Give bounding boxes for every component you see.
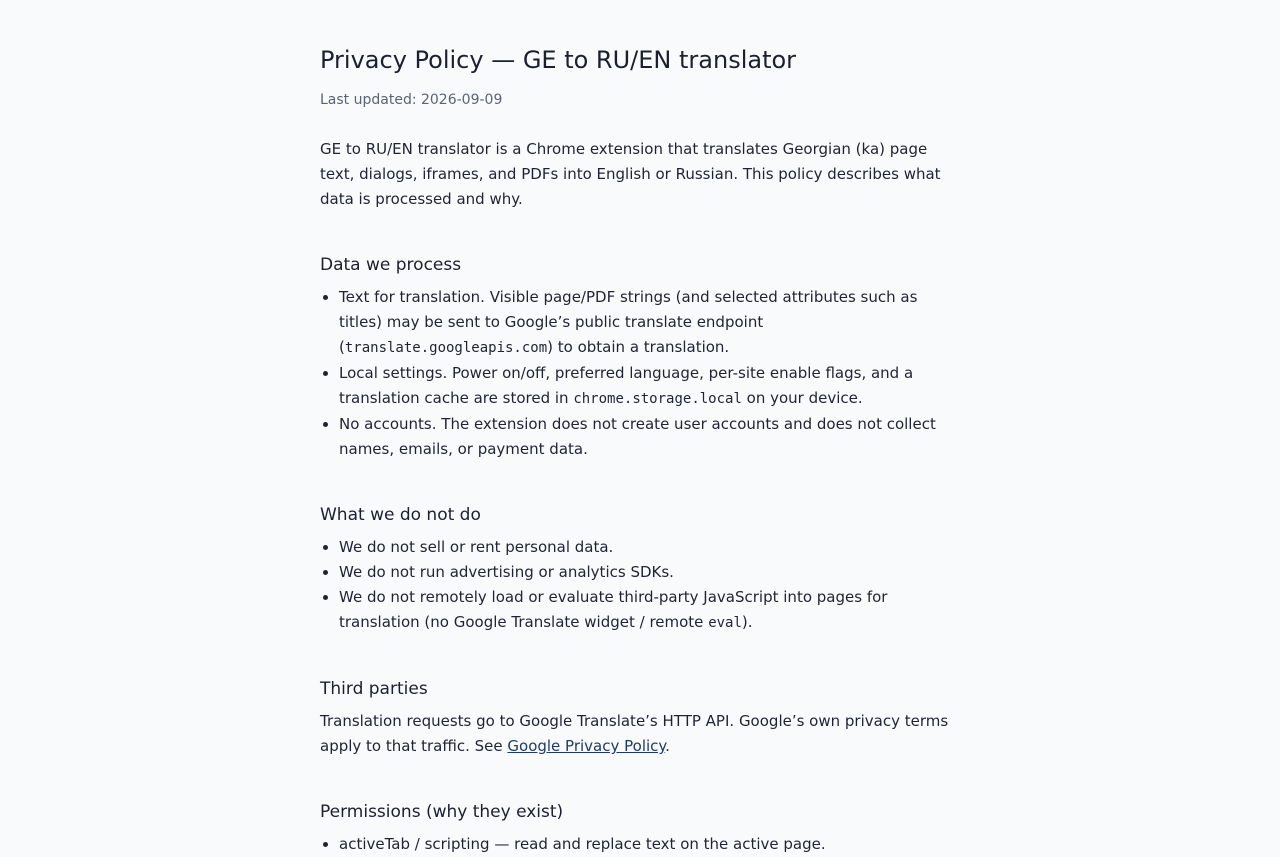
paragraph-text: Translation requests go to Google Translate’s HTTP API. Google’s own privacy terms apply to that traffic. See bbox=[320, 712, 949, 755]
endpoint-code: translate.googleapis.com bbox=[344, 340, 548, 356]
page-title: Privacy Policy — GE to RU/EN translator bbox=[320, 46, 797, 74]
section-heading-what-we-do-not-do: What we do not do bbox=[320, 505, 481, 525]
list-item-local-settings bbox=[339, 361, 962, 412]
what-we-do-not-do-list bbox=[320, 535, 962, 636]
list-item-no-ads: • We do not run advertising or analytics SDKs. bbox=[339, 560, 962, 585]
list-item-text: on your device. bbox=[741, 389, 863, 407]
section-heading-third-parties: Third parties bbox=[320, 679, 428, 699]
paragraph-text: . bbox=[665, 737, 670, 755]
list-item-text: Text for translation. Visible page/PDF strings (and selected attributes such as titles) may be sent to Google’s public translate endpoint ( bbox=[339, 288, 918, 356]
last-updated-date: Last updated: 2026-09-09 bbox=[320, 92, 503, 108]
list-item-no-accounts: • No accounts. The extension does not create user accounts and does not collect names, emails, or payment data. bbox=[339, 412, 962, 462]
storage-code: chrome.storage.local bbox=[573, 391, 742, 407]
google-privacy-policy-link[interactable]: Google Privacy Policy bbox=[507, 737, 666, 755]
data-we-process-list bbox=[320, 285, 962, 462]
list-item-text: ). bbox=[741, 613, 753, 631]
third-parties-paragraph bbox=[320, 709, 962, 759]
list-item-text: ) to obtain a translation. bbox=[547, 338, 730, 356]
list-item-text: We do not remotely load or evaluate third-party JavaScript into pages for translation (no Google Translate widget / remote bbox=[339, 588, 888, 631]
list-item-no-remote-js bbox=[339, 585, 962, 636]
section-heading-data-we-process: Data we process bbox=[320, 255, 462, 275]
list-item-active-tab: • activeTab / scripting — read and replace text on the active page. bbox=[339, 832, 962, 857]
policy-content bbox=[320, 137, 962, 857]
list-item-text-for-translation bbox=[339, 285, 962, 361]
intro-paragraph: GE to RU/EN translator is a Chrome extension that translates Georgian (ka) page text, dialogs, iframes, and PDFs into English or Russian. This policy describes what data is processed and why. bbox=[320, 140, 941, 208]
list-item-text: Local settings. Power on/off, preferred language, per-site enable flags, and a translation cache are stored in bbox=[339, 364, 914, 407]
section-heading-permissions: Permissions (why they exist) bbox=[320, 802, 564, 822]
permissions-list bbox=[320, 832, 962, 857]
list-item-no-sell: • We do not sell or rent personal data. bbox=[339, 535, 962, 560]
eval-code: eval bbox=[708, 615, 742, 631]
